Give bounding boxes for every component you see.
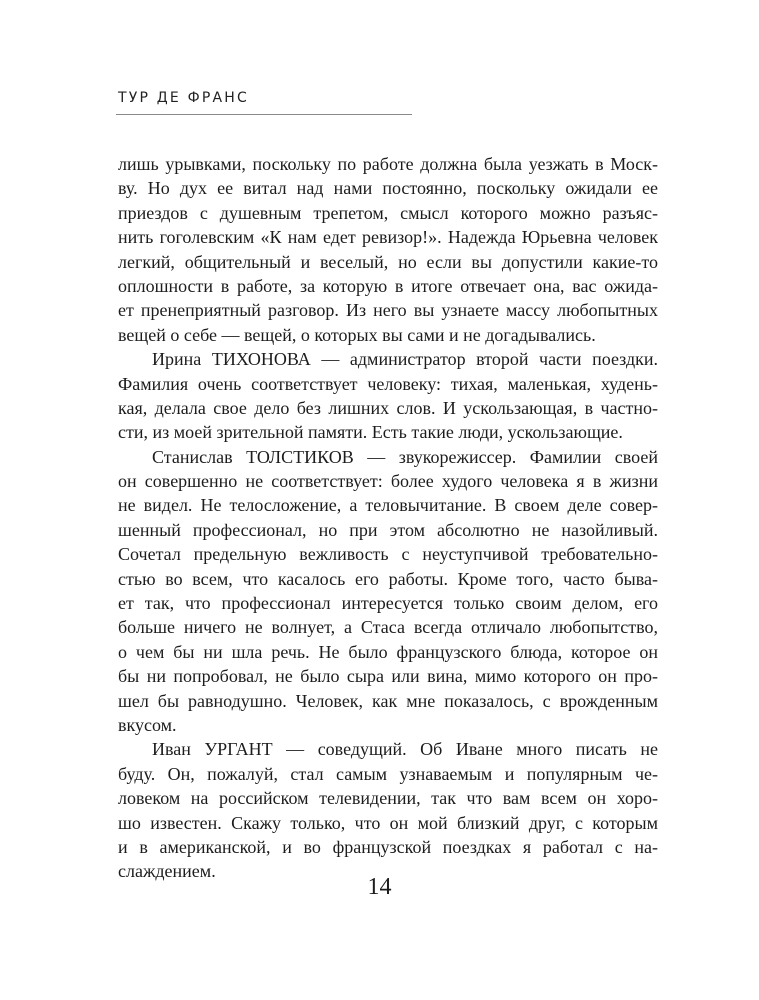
page-number: 14 [367,874,392,900]
text-line: и в американской, и во французской поездках я работал с на- [118,836,658,857]
text-line: вещей о себе — вещей, о которых вы сами и не догадывались. [118,324,596,345]
text-line: бы ни попробовал, не было сыра или вина, мимо которого он про- [118,666,658,687]
text-line: легкий, общительный и веселый, но если вы допустили какие-то [118,251,658,272]
text-line: Сочетал предельную вежливость с неуступчивой требовательно- [118,544,658,565]
text-line: оплошности в работе, за которую в итоге отвечает она, вас ожида- [118,275,658,296]
paragraph [118,445,658,738]
text-line: о чем бы ни шла речь. Не было французского блюда, которое он [118,641,658,662]
text-line: лишь урывками, поскольку по работе должна была уезжать в Моск- [118,154,658,174]
text-line: ет пренеприятный разговор. Из него вы узнаете массу любопытных [118,300,658,321]
paragraph [118,347,658,445]
body-text [118,152,658,884]
text-line: шо известен. Скажу только, что он мой близкий друг, с которым [118,812,658,833]
text-line: кая, делала свое дело без лишних слов. И ускользающая, в частно- [118,397,658,418]
text-line: сти, из моей зрительной памяти. Есть такие люди, ускользающие. [118,422,623,443]
text-line: Станислав ТОЛСТИКОВ — звукорежиссер. Фамилии своей [152,446,658,467]
text-line: ву. Но дух ее витал над нами постоянно, поскольку ожидали ее [118,178,658,199]
text-line: шенный профессионал, но при этом абсолютно не назойливый. [118,519,658,540]
paragraph [118,152,658,347]
text-line: Фамилия очень соответствует человеку: тихая, маленькая, худень- [118,373,658,394]
text-line: ет так, что профессионал интересуется только своим делом, его [118,593,658,614]
text-line: шел бы равнодушно. Человек, как мне показалось, с врожденным [118,690,658,711]
text-line: Иван УРГАНТ — соведущий. Об Иване много писать не [152,739,658,760]
text-line: вкусом. [118,714,177,735]
text-line: приездов с душевным трепетом, смысл которого можно разъяс- [118,202,658,223]
paragraph [118,737,658,883]
text-line: слаждением. [118,861,216,882]
header-rule [116,114,412,115]
text-line: Ирина ТИХОНОВА — администратор второй части поездки. [152,349,658,370]
running-head: ТУР ДЕ ФРАНС [118,90,249,106]
text-line: не видел. Не телосложение, а теловычитание. В своем деле совер- [118,495,658,516]
text-line: больше ничего не волнует, а Стаса всегда отличало любопытство, [118,617,658,638]
text-line: ловеком на российском телевидении, так что вам всем он хоро- [118,788,658,809]
text-line: нить гоголевским «К нам едет ревизор!». Надежда Юрьевна человек [118,227,658,248]
text-line: буду. Он, пожалуй, стал самым узнаваемым и популярным че- [118,763,658,784]
text-line: он совершенно не соответствует: более худого человека я в жизни [118,471,658,492]
text-line: стью во всем, что касалось его работы. Кроме того, часто быва- [118,568,658,589]
